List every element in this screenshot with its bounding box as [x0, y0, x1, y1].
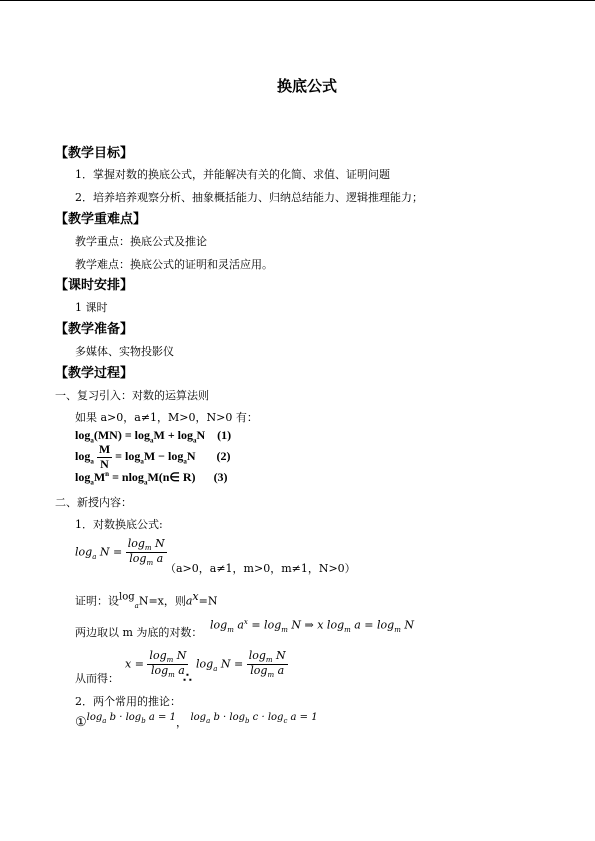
- therefore-symbol: ∴: [183, 671, 192, 686]
- goal-item-2: 2．培养培养观察分析、抽象概括能力、归纳总结能力、逻辑推理能力；: [75, 191, 423, 204]
- schedule-heading: 【课时安排】: [55, 278, 134, 293]
- change-of-base-formula: $\log_a N$ = $\frac{\log_m N}{\log_m a}$: [75, 537, 165, 568]
- top-rule: [0, 0, 595, 1]
- formula-conditions: （a>0，a≠1，m>0，m≠1，N>0）: [165, 562, 356, 575]
- key-focus: 教学重点：换底公式及推论: [75, 235, 207, 248]
- prep-heading: 【教学准备】: [55, 322, 134, 337]
- proof-line: 证明：设$\log_aN=x$，则$a^x=N$: [75, 590, 218, 610]
- page-title: 换底公式: [277, 77, 338, 95]
- corollary-line: $①\log_a$ $b \cdot \log_b a = 1$， $\log_a b \cdot \log_b c \cdot \log_c a = 1$: [75, 712, 318, 730]
- proof-prefix: 证明：设: [75, 594, 119, 608]
- rule-condition: 如果 a>0，a≠1，M>0，N>0 有：: [75, 411, 258, 424]
- circle-one-mark: ①: [75, 715, 87, 730]
- key-points-heading: 【教学重难点】: [55, 212, 147, 227]
- hence-text: 从而得：: [75, 672, 119, 685]
- schedule-text: 1 课时: [75, 301, 108, 314]
- part1-title: 一、复习引入：对数的运算法则: [55, 389, 209, 402]
- both-sides-text: 两边取以 m 为底的对数：: [75, 626, 203, 639]
- rule-3: $\log_aM^n$ = nlog$_a$M(n∈ R) (3): [75, 470, 228, 487]
- sub2-title: 2．两个常用的推论：: [75, 695, 181, 708]
- prep-text: 多媒体、实物投影仪: [75, 345, 174, 358]
- rule-2: $\log_a$ $\frac{M}{N}$ = $\log_aM - \log_aN$ (2): [75, 442, 231, 471]
- rule-1-label: (1): [217, 428, 232, 442]
- goal-item-1: 1．掌握对数的换底公式，并能解决有关的化简、求值、证明问题: [75, 168, 390, 181]
- proof-mid: N=x，则: [138, 594, 186, 608]
- proof-end: =N: [198, 594, 218, 608]
- rule-3-label: (3): [213, 470, 228, 484]
- part2-title: 二、新授内容：: [55, 496, 132, 509]
- result-formula: $\log_a N$ = $\frac{\log_m N}{\log_m a}$: [196, 649, 286, 680]
- process-heading: 【教学过程】: [55, 366, 134, 381]
- x-formula: x = $\frac{\log_m N}{\log_m a}$: [125, 649, 187, 680]
- sub1-title: 1．对数换底公式:: [75, 518, 163, 531]
- key-difficulty: 教学难点：换底公式的证明和灵活应用。: [75, 258, 273, 271]
- rule-1: $\log_a(MN) = \log_aM + \log_aN$ (1): [75, 428, 232, 445]
- both-sides-formula: $\log_m a^x = \log_m N$ ⇒ x $\log_m a = \log_m N$: [210, 618, 414, 634]
- rule-2-label: (2): [216, 449, 231, 464]
- comma: ，: [175, 716, 187, 729]
- goals-heading: 【教学目标】: [55, 146, 134, 161]
